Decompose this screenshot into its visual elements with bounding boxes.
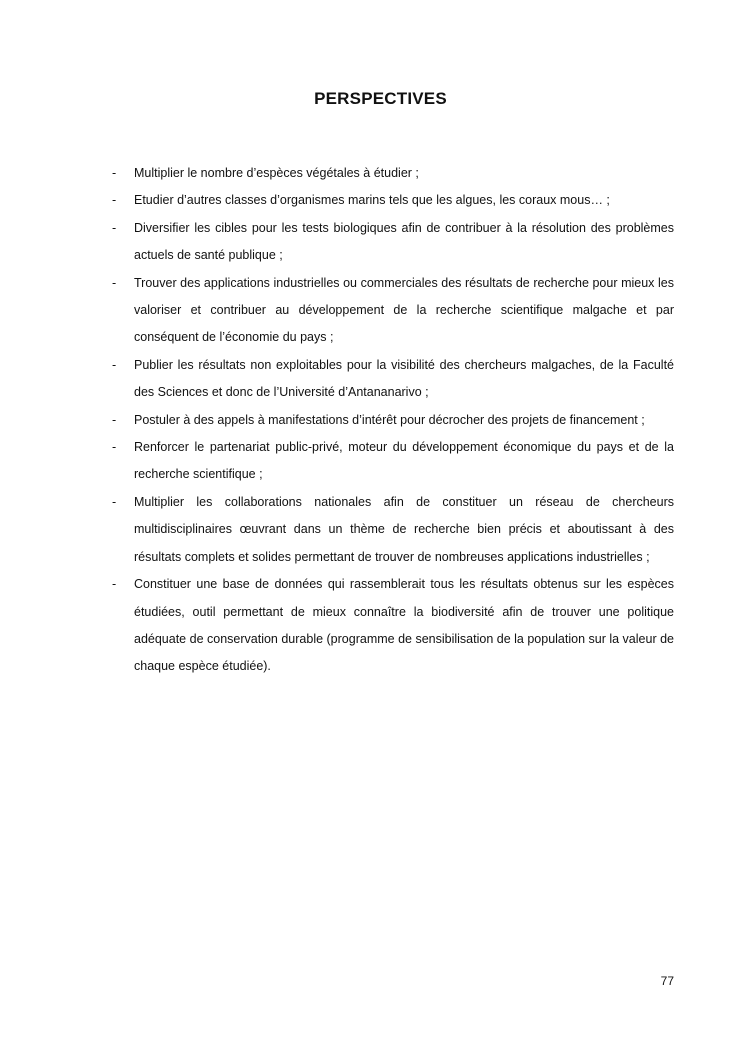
list-item [109, 489, 674, 571]
list-item-text: Etudier d’autres classes d’organismes marins tels que les algues, les coraux mous… ; [134, 193, 610, 208]
page-title: PERSPECTIVES [314, 89, 447, 108]
bullet-dash: - [112, 275, 117, 290]
list-item [109, 187, 674, 214]
list-item [109, 407, 674, 434]
list-item-text: Trouver des applications industrielles ou commerciales des résultats de recherche pour mieux les valoriser et contribuer au développement de la recherche scientifique malgache et par conséquent de l’économie du pays ; [134, 275, 674, 345]
list-item [109, 160, 674, 187]
list-item [109, 434, 674, 489]
bullet-dash: - [112, 166, 117, 180]
bullet-dash: - [112, 577, 117, 592]
bullet-dash: - [112, 412, 117, 427]
list-item-text: Multiplier le nombre d’espèces végétales à étudier ; [134, 166, 419, 180]
page-number: 77 [660, 974, 674, 988]
bullet-dash: - [112, 193, 117, 208]
list-item [109, 270, 674, 352]
bullet-dash: - [112, 357, 117, 372]
list-item-text: Publier les résultats non exploitables pour la visibilité des chercheurs malgaches, de la Faculté des Sciences et donc de l’Université d’Antananarivo ; [134, 357, 674, 400]
perspectives-list [109, 160, 674, 681]
list-item-text: Constituer une base de données qui rassemblerait tous les résultats obtenus sur les espèces étudiées, outil permettant de mieux connaître la biodiversité afin de trouver une politique adéquate de conservation durable (programme de sensibilisation de la population sur la valeur de chaque espèce étudiée). [134, 577, 674, 674]
list-item-text: Postuler à des appels à manifestations d’intérêt pour décrocher des projets de financement ; [134, 412, 645, 427]
list-item [109, 215, 674, 270]
list-item-text: Diversifier les cibles pour les tests biologiques afin de contribuer à la résolution des problèmes actuels de santé publique ; [134, 220, 674, 263]
list-item-text: Multiplier les collaborations nationales afin de constituer un réseau de chercheurs multidisciplinaires œuvrant dans un thème de recherche bien précis et aboutissant à des résultats complets et solides permettant de trouver de nombreuses applications industrielles ; [134, 494, 674, 564]
bullet-dash: - [112, 220, 117, 235]
list-item [109, 571, 674, 681]
bullet-dash: - [112, 440, 117, 455]
list-item [109, 352, 674, 407]
list-item-text: Renforcer le partenariat public-privé, moteur du développement économique du pays et de la recherche scientifique ; [134, 440, 674, 482]
bullet-dash: - [112, 494, 117, 509]
